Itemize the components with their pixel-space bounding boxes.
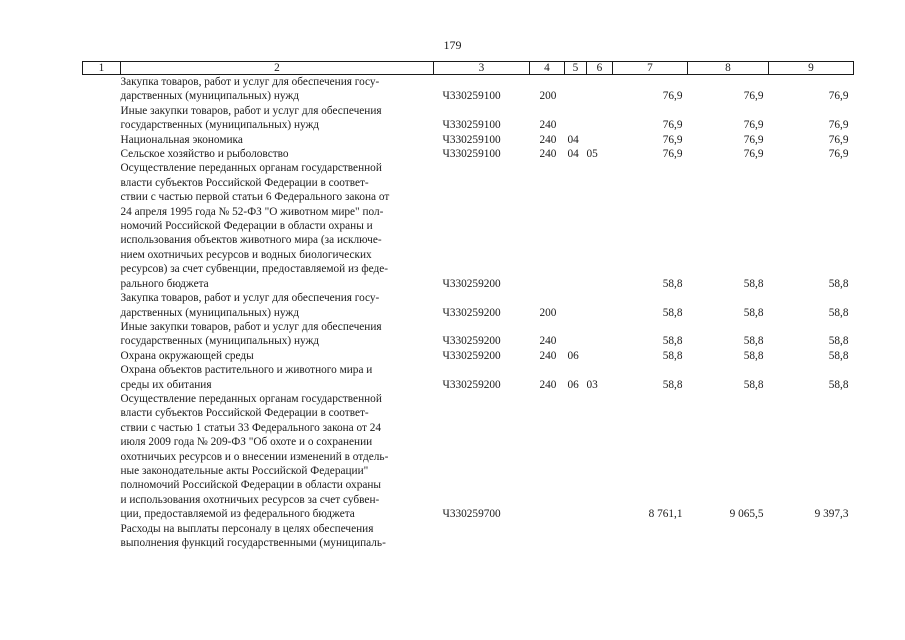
description-line: Осуществление переданных органам государственной [120, 162, 382, 175]
description-line: Охрана объектов растительного и животного мира и [120, 364, 373, 377]
description-line: среды их обитания [120, 378, 212, 391]
column-header-8: 8 [688, 62, 769, 75]
amount-year-2: 58,8 [743, 378, 764, 391]
table-row [83, 75, 854, 104]
row-number-cell [83, 104, 121, 133]
row-number-cell [83, 75, 121, 104]
row-description [121, 522, 434, 551]
description-line: выполнения функций государственными (муниципаль- [120, 537, 386, 549]
description-line: ствии с частью первой статьи 6 Федерального закона от [120, 191, 390, 204]
amount-year-2: 76,9 [743, 133, 764, 146]
subsection-code: 05 [586, 148, 598, 161]
expense-type-code: 240 [539, 349, 557, 362]
description-line: власти субъектов Российской Федерации в соответ- [120, 407, 369, 420]
column-header-5: 5 [565, 62, 587, 75]
amount-year-1: 76,9 [662, 133, 683, 146]
table-row [83, 133, 854, 147]
amount-year-3: 76,9 [828, 119, 849, 132]
description-line: государственных (муниципальных) нужд [120, 335, 320, 348]
description-line: Иные закупки товаров, работ и услуг для обеспечения [120, 320, 382, 333]
amount-year-2 [688, 522, 769, 551]
table-row [83, 320, 854, 349]
amount-year-1: 8 761,1 [648, 508, 683, 521]
description-line: охотничьих ресурсов и о внесении изменений в отдель- [120, 450, 389, 463]
description-line: ные законодательные акты Российской Федерации" [120, 464, 369, 477]
row-number-cell [83, 349, 121, 363]
row-description [121, 133, 434, 147]
row-description [121, 349, 434, 363]
expense-type-code: 240 [539, 148, 557, 161]
expense-type-code [530, 392, 565, 522]
section-code [565, 392, 587, 522]
description-line: государственных (муниципальных) нужд [120, 119, 320, 132]
row-description [121, 320, 434, 349]
subsection-code [587, 349, 613, 363]
target-article-code: Ч330259100 [442, 148, 501, 161]
target-article-code: Ч330259200 [442, 306, 501, 319]
target-article-code: Ч330259100 [442, 133, 501, 146]
description-line: дарственных (муниципальных) нужд [120, 306, 299, 319]
description-line: Иные закупки товаров, работ и услуг для обеспечения [120, 104, 382, 117]
section-code [565, 320, 587, 349]
amount-year-2: 58,8 [743, 277, 764, 290]
subsection-code [587, 320, 613, 349]
expense-type-code [530, 522, 565, 551]
amount-year-1: 76,9 [662, 119, 683, 132]
description-line: ресурсов) за счет субвенции, предоставляемой из феде- [120, 263, 389, 276]
target-article-code: Ч330259700 [442, 508, 501, 521]
amount-year-1: 58,8 [662, 335, 683, 348]
table-row [83, 147, 854, 161]
description-line: Сельское хозяйство и рыболовство [120, 148, 289, 161]
description-line: и использования охотничьих ресурсов за счет субвен- [120, 493, 380, 506]
subsection-code [587, 75, 613, 104]
amount-year-3: 76,9 [828, 148, 849, 161]
table-row [83, 392, 854, 522]
table-row [83, 522, 854, 551]
amount-year-1: 58,8 [662, 277, 683, 290]
description-line: Национальная экономика [120, 133, 243, 146]
row-number-cell [83, 522, 121, 551]
section-code [565, 291, 587, 320]
amount-year-2: 58,8 [743, 306, 764, 319]
amount-year-1 [613, 522, 688, 551]
amount-year-2: 58,8 [743, 349, 764, 362]
subsection-code [587, 133, 613, 147]
description-line: ствии с частью 1 статьи 33 Федерального закона от 24 [120, 421, 382, 434]
column-header-9: 9 [769, 62, 854, 75]
row-description [121, 363, 434, 392]
amount-year-3: 58,8 [828, 306, 849, 319]
row-number-cell [83, 363, 121, 392]
description-line: Охрана окружающей среды [120, 349, 254, 362]
amount-year-1: 58,8 [662, 306, 683, 319]
expense-type-code: 240 [539, 119, 557, 132]
row-number-cell [83, 161, 121, 291]
amount-year-2: 76,9 [743, 148, 764, 161]
description-line: ции, предоставляемой из федерального бюджета [120, 508, 355, 521]
table-row [83, 161, 854, 291]
table-row [83, 363, 854, 392]
row-description [121, 104, 434, 133]
section-code [565, 75, 587, 104]
row-number-cell [83, 320, 121, 349]
description-line: нием охотничьих ресурсов и водных биологических [120, 248, 372, 261]
subsection-code [587, 522, 613, 551]
target-article-code: Ч330259200 [442, 335, 501, 348]
description-line: Закупка товаров, работ и услуг для обеспечения госу- [120, 76, 380, 88]
amount-year-3 [769, 522, 854, 551]
description-line: Закупка товаров, работ и услуг для обеспечения госу- [120, 292, 380, 305]
amount-year-1: 58,8 [662, 349, 683, 362]
target-article-code: Ч330259200 [442, 277, 501, 290]
expense-type-code: 200 [539, 90, 557, 103]
amount-year-2: 58,8 [743, 335, 764, 348]
amount-year-3: 76,9 [828, 133, 849, 146]
column-header-1: 1 [83, 62, 121, 75]
amount-year-3: 58,8 [828, 378, 849, 391]
column-header-6: 6 [587, 62, 613, 75]
row-description [121, 147, 434, 161]
description-line: использования объектов животного мира (за исключе- [120, 234, 382, 247]
target-article-code: Ч330259100 [442, 119, 501, 132]
description-line: дарственных (муниципальных) нужд [120, 90, 299, 103]
table-row [83, 291, 854, 320]
row-description [121, 75, 434, 104]
subsection-code [587, 104, 613, 133]
section-code: 06 [567, 378, 579, 391]
description-line: номочий Российской Федерации в области охраны и [120, 220, 373, 233]
section-code [565, 104, 587, 133]
amount-year-2: 9 065,5 [729, 508, 764, 521]
target-article-code: Ч330259100 [442, 90, 501, 103]
row-description [121, 161, 434, 291]
column-header-3: 3 [434, 62, 530, 75]
section-code: 04 [567, 148, 579, 161]
description-line: 24 апреля 1995 года № 52-ФЗ "О животном мире" пол- [120, 205, 384, 218]
subsection-code [587, 291, 613, 320]
table-row [83, 104, 854, 133]
section-code [565, 522, 587, 551]
table-body [83, 75, 854, 551]
amount-year-3: 58,8 [828, 277, 849, 290]
target-article-code: Ч330259200 [442, 378, 501, 391]
budget-table [82, 61, 854, 550]
target-article-code [434, 522, 530, 551]
amount-year-1: 76,9 [662, 148, 683, 161]
description-line: власти субъектов Российской Федерации в соответ- [120, 176, 369, 189]
column-header-7: 7 [613, 62, 688, 75]
row-number-cell [83, 291, 121, 320]
row-number-cell [83, 392, 121, 522]
amount-year-3: 76,9 [828, 90, 849, 103]
row-description [121, 392, 434, 522]
amount-year-2: 76,9 [743, 119, 764, 132]
amount-year-3: 58,8 [828, 349, 849, 362]
section-code [565, 161, 587, 291]
description-line: июля 2009 года № 209-ФЗ "Об охоте и о сохранении [120, 436, 373, 449]
expense-type-code: 240 [539, 335, 557, 348]
expense-type-code: 240 [539, 133, 557, 146]
subsection-code [587, 392, 613, 522]
amount-year-3: 58,8 [828, 335, 849, 348]
column-header-4: 4 [530, 62, 565, 75]
section-code: 06 [567, 349, 579, 362]
section-code: 04 [567, 133, 579, 146]
table-row [83, 349, 854, 363]
subsection-code [587, 161, 613, 291]
column-header-row [83, 62, 854, 75]
description-line: Расходы на выплаты персоналу в целях обеспечения [120, 522, 374, 535]
expense-type-code [530, 161, 565, 291]
description-line: рального бюджета [120, 277, 209, 290]
description-line: Осуществление переданных органам государственной [120, 392, 382, 405]
target-article-code: Ч330259200 [442, 349, 501, 362]
row-description [121, 291, 434, 320]
expense-type-code: 200 [539, 306, 557, 319]
amount-year-2: 76,9 [743, 90, 764, 103]
amount-year-1: 76,9 [662, 90, 683, 103]
row-number-cell [83, 147, 121, 161]
expense-type-code: 240 [539, 378, 557, 391]
description-line: полномочий Российской Федерации в области охраны [120, 479, 381, 492]
page-number: 179 [443, 38, 462, 52]
amount-year-3: 9 397,3 [814, 508, 849, 521]
column-header-2: 2 [121, 62, 434, 75]
subsection-code: 03 [586, 378, 598, 391]
amount-year-1: 58,8 [662, 378, 683, 391]
row-number-cell [83, 133, 121, 147]
